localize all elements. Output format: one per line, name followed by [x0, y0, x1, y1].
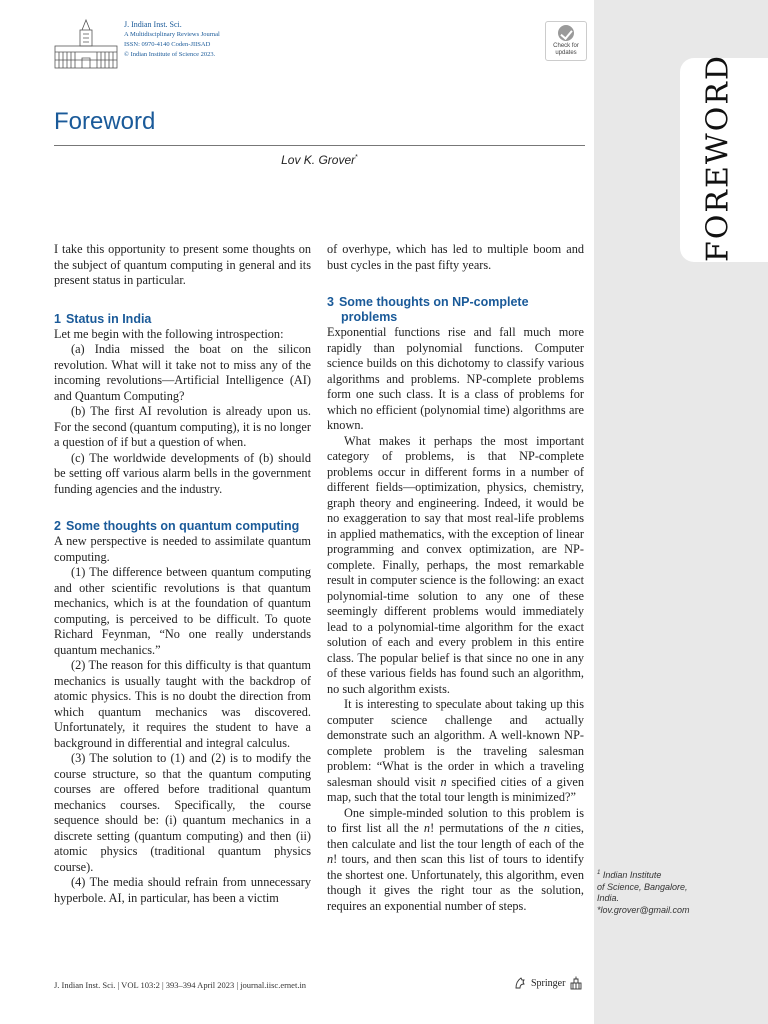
- paragraph: (4) The media should refrain from unnecessary hyperbole. AI, in particular, has been a victim: [54, 875, 311, 905]
- section-number: 2: [54, 519, 61, 533]
- iisc-building-logo: [54, 18, 118, 70]
- author-line: [54, 153, 585, 167]
- publisher-name: Springer: [531, 977, 566, 989]
- publisher-logo: [514, 976, 582, 990]
- paragraph: [327, 697, 584, 806]
- text-column-right: [327, 242, 584, 914]
- title-rule: [54, 145, 585, 146]
- paragraph: (b) The first AI revolution is already upon us. For the second (quantum computing), it is no longer a question of if but a question of when.: [54, 404, 311, 449]
- paragraph: A new perspective is needed to assimilate quantum computing.: [54, 534, 311, 564]
- text-run: cities, then calculate and list the tour length of each of the: [327, 821, 584, 851]
- paragraph: (c) The worldwide developments of (b) should be setting off various alarm bells in the government funding agencies and the industry.: [54, 450, 311, 496]
- section-title: Some thoughts on NP-complete problems: [338, 295, 529, 324]
- check-for-updates-badge[interactable]: [545, 21, 587, 61]
- check-updates-icon: [558, 25, 574, 41]
- check-updates-line1: Check for: [553, 43, 579, 49]
- journal-title: J. Indian Inst. Sci.: [124, 20, 182, 29]
- iisc-emblem-icon: [570, 976, 582, 990]
- variable-n: n: [440, 774, 447, 789]
- section-title: Status in India: [65, 311, 152, 326]
- author-name: Lov K. Grover: [281, 153, 356, 167]
- section-heading-3: [327, 295, 584, 325]
- paragraph: (1) The difference between quantum computing and other scientific revolutions is that quantum mechanics, which is at the foundation of quantum computing, is perceived to be difficult. To quote Richard Feynman, “No one really understands quantum mechanics.”: [54, 565, 311, 657]
- paragraph: of overhype, which has led to multiple boom and bust cycles in the past fifty years.: [327, 242, 584, 272]
- article-title: Foreword: [54, 108, 156, 135]
- section-heading-2: [54, 519, 311, 534]
- check-updates-line2: updates: [555, 49, 577, 56]
- springer-horse-icon: [514, 977, 526, 989]
- journal-copyright: © Indian Institute of Science 2023.: [124, 51, 216, 58]
- author-mark: *: [355, 154, 358, 161]
- text-run: ! tours, and then scan this list of tours to identify the shortest one. Unfortunately, this algorithm, even though it gives the right tour as the solution, requires an exponential number of steps.: [327, 852, 584, 913]
- author-email[interactable]: *lov.grover@gmail.com: [597, 904, 690, 915]
- intro-paragraph: I take this opportunity to present some thoughts on the subject of quantum computing in general and its present status in particular.: [54, 242, 311, 287]
- journal-subtitle: A Multidisciplinary Reviews Journal: [124, 31, 220, 38]
- section-number: 3: [327, 295, 334, 309]
- section-heading-1: [54, 312, 311, 327]
- paragraph: (2) The reason for this difficulty is that quantum mechanics is usually taught with the backdrop of atomic physics. This is no doubt the direction from which quantum mechanics was discovered. Unfortunately, it requires the student to have a background in differential and integral calculus.: [54, 658, 311, 750]
- text-run: specified cities of a given map, such that the total tour length is minimized?”: [327, 774, 584, 804]
- paragraph: (3) The solution to (1) and (2) is to modify the course structure, so that the quantum computing courses are offered before traditional quantum mechanics courses. Specifically, the course sequence should be: (i) quantum mechanics in a discrete setting (quantum computing) and then (ii) atomic physics (traditional quantum physics course).: [54, 751, 311, 874]
- affiliation-line: Indian Institute: [602, 870, 662, 880]
- author-affiliation: [597, 868, 697, 916]
- paragraph: What makes it perhaps the most important category of problems, is that NP-complete problems occur in different forms in a number of different fields—optimization, physics, chemistry, graph theory and engineering. Indeed, it would be no exaggeration to say that most real-life problems in applied mathematics, with the exception of linear programming and convex optimization, are NP-complete. Finally, perhaps, the most remarkable result in computer science is the following: an exact polynomial-time solution to any one of these seemingly different problems would immediately lead to a polynomial-time algorithm for the exact solution of each and every problem in this entire class. The popular belief is that since no one in any of these various fields has found such an algorithm, no such algorithm exists.: [327, 433, 584, 696]
- affiliation-mark: 1: [597, 870, 601, 876]
- paragraph: Let me begin with the following introspection:: [54, 326, 284, 341]
- text-run: One simple-minded solution to this problem is to first list all the: [327, 805, 584, 835]
- text-run: It is interesting to speculate about taking up this computer science challenge and actually demonstrate such an algorithm. A well-known NP-complete problem is the traveling salesman problem: “What is the order in which a traveling salesman should visit: [327, 697, 584, 789]
- variable-n: n: [543, 821, 550, 835]
- journal-issn: ISSN: 0970-4140 Coden-JIISAD: [124, 41, 211, 48]
- variable-n: n: [327, 852, 334, 866]
- section-tab-label: FOREWORD: [700, 54, 736, 262]
- footer-citation: J. Indian Inst. Sci. | VOL 103:2 | 393–394 April 2023 | journal.iisc.ernet.in: [54, 980, 307, 990]
- paragraph: [327, 806, 584, 915]
- variable-n: n: [423, 821, 431, 835]
- paragraph: Exponential functions rise and fall much more rapidly than polynomial functions. Computer science builds on this dichotomy to classify various algorithms and problems. NP-complete problems form one such class. It is a class of problems for which no efficient (polynomial time) algorithms are known.: [327, 325, 584, 432]
- section-title: Some thoughts on quantum computing: [65, 519, 300, 533]
- text-run: ! permutations of the: [430, 821, 544, 835]
- text-column-left: [54, 242, 311, 906]
- section-number: 1: [54, 311, 61, 326]
- affiliation-line: of Science, Bangalore,: [597, 881, 688, 892]
- paragraph: (a) India missed the boat on the silicon revolution. What will it take not to miss any of the incoming revolutions—Artificial Intelligence (AI) and Quantum Computing?: [54, 342, 311, 403]
- affiliation-line: India.: [597, 893, 620, 903]
